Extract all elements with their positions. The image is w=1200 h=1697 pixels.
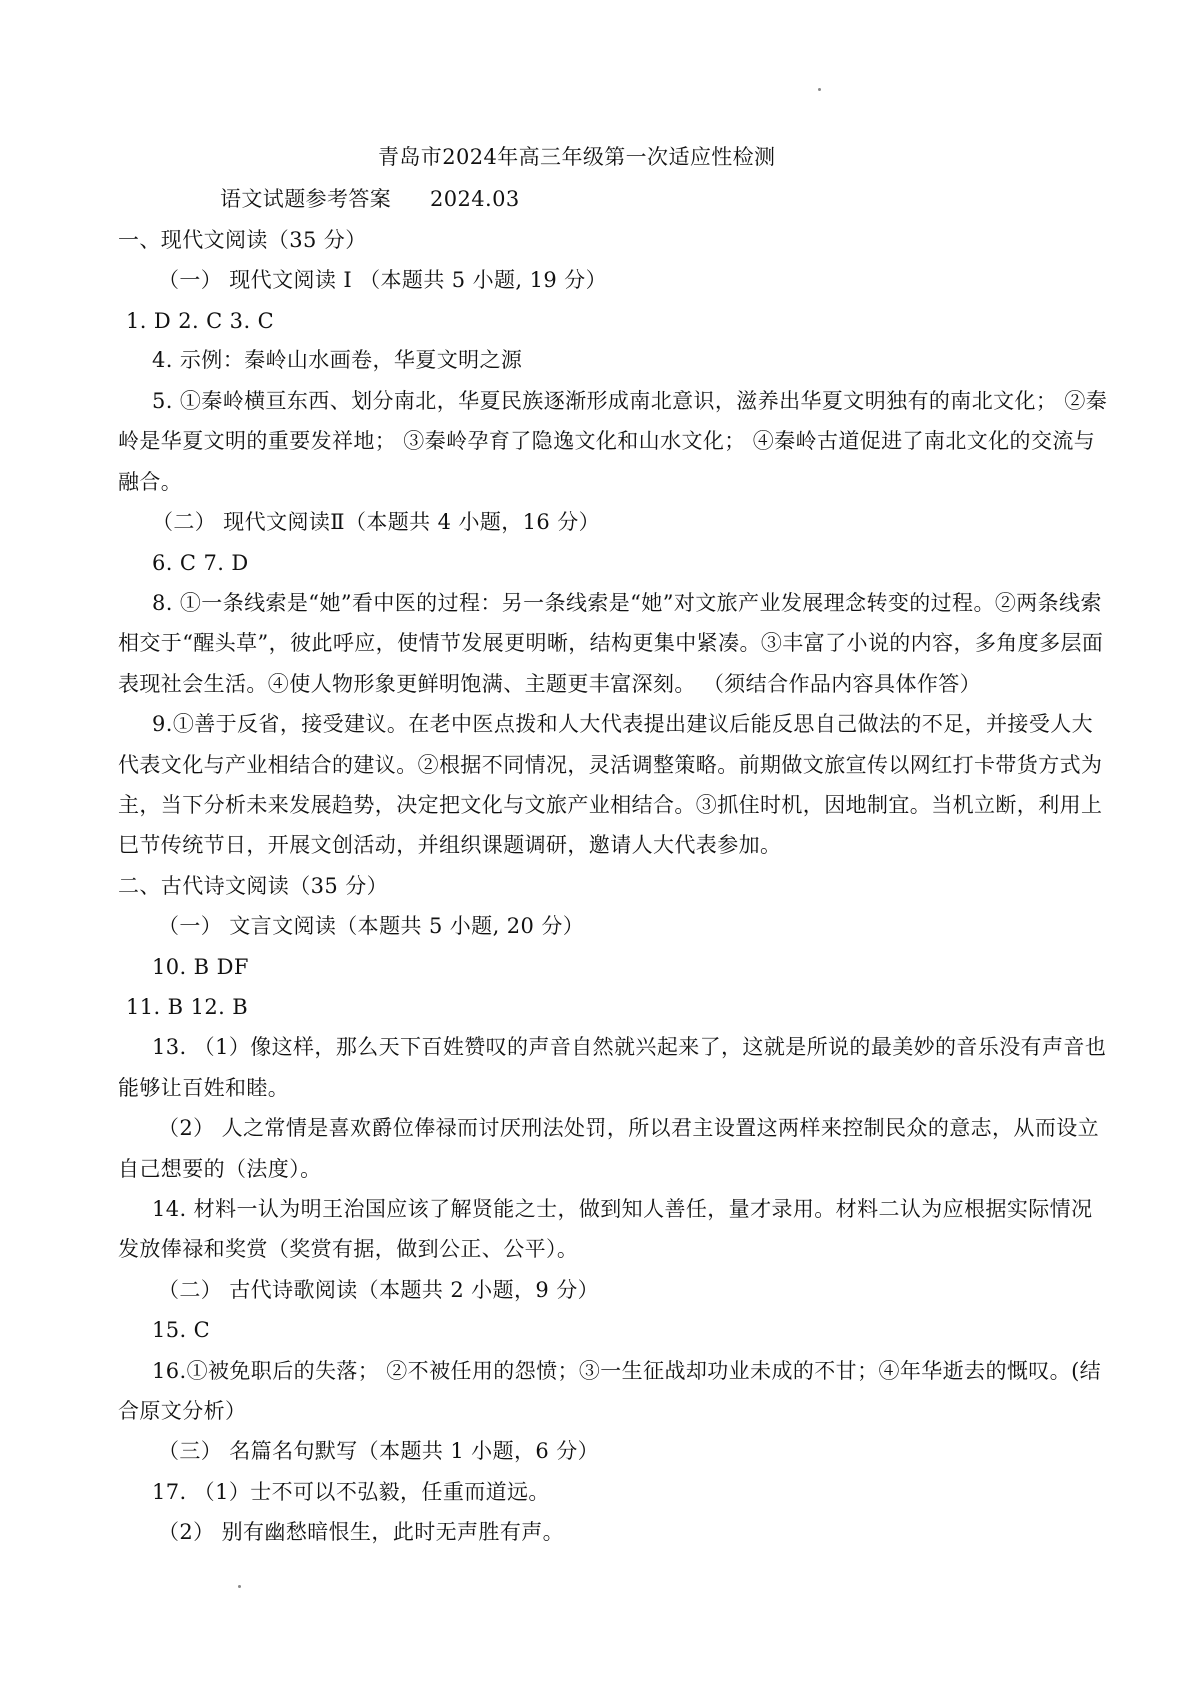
answer-line: 能够让百姓和睦。 (118, 1076, 290, 1100)
answer-line: 6. C 7. D (152, 551, 249, 575)
answer-line: 融合。 (118, 470, 183, 494)
answer-line: 13. （1）像这样，那么天下百姓赞叹的声音自然就兴起来了，这就是所说的最美妙的音乐没有声音也 (152, 1035, 1107, 1059)
subsection-heading: （一） 文言文阅读（本题共 5 小题, 20 分） (158, 914, 585, 938)
answer-line: 11. B 12. B (126, 995, 249, 1019)
answer-line: 主，当下分析未来发展趋势，决定把文化与文旅产业相结合。③抓住时机，因地制宜。当机立断，利用上 (118, 793, 1103, 817)
answer-line: 1. D 2. C 3. C (126, 309, 275, 333)
answer-line: （2） 人之常情是喜欢爵位俸禄而讨厌刑法处罚，所以君主设置这两样来控制民众的意志，从而设立 (158, 1116, 1100, 1140)
subsection-heading: （二） 古代诗歌阅读（本题共 2 小题，9 分） (158, 1278, 600, 1302)
answer-line: 相交于“醒头草”，彼此呼应，使情节发展更明晰，结构更集中紧凑。③丰富了小说的内容，多角度多层面 (118, 631, 1104, 655)
answer-line: 自己想要的（法度）。 (118, 1157, 322, 1181)
answer-line: 合原文分析） (118, 1399, 247, 1423)
section-heading: 二、古代诗文阅读（35 分） (118, 874, 388, 898)
answer-line: 发放俸禄和奖赏（奖赏有据，做到公正、公平）。 (118, 1237, 579, 1261)
answer-line: 15. C (152, 1318, 211, 1342)
document-subtitle: 语文试题参考答案 (220, 187, 392, 211)
document-title: 青岛市2024年高三年级第一次适应性检测 (378, 145, 776, 169)
section-heading: 一、现代文阅读（35 分） (118, 228, 367, 252)
answer-line: 代表文化与产业相结合的建议。②根据不同情况，灵活调整策略。前期做文旅宣传以网红打卡带货方式为 (118, 753, 1103, 777)
answer-line: 4. 示例：秦岭山水画卷，华夏文明之源 (152, 348, 523, 372)
answer-line: 表现社会生活。④使人物形象更鲜明饱满、主题更丰富深刻。 （须结合作品内容具体作答） (118, 672, 982, 696)
scan-speck (818, 88, 821, 91)
scan-speck (238, 1585, 241, 1588)
answer-line: 巳节传统节日，开展文创活动，并组织课题调研，邀请人大代表参加。 (118, 833, 782, 857)
answer-line: 10. B DF (152, 955, 249, 979)
answer-line: （2） 别有幽愁暗恨生，此时无声胜有声。 (158, 1520, 565, 1544)
answer-line: 17. （1）士不可以不弘毅，任重而道远。 (152, 1480, 550, 1504)
answer-line: 16.①被免职后的失落； ②不被任用的怨愤；③一生征战却功业未成的不甘；④年华逝去的慨叹。(结 (152, 1359, 1102, 1383)
document-date: 2024.03 (430, 187, 520, 211)
answer-line: 14. 材料一认为明王治国应该了解贤能之士，做到知人善任，量才录用。材料二认为应根据实际情况 (152, 1197, 1093, 1221)
answer-line: 5. ①秦岭横亘东西、划分南北，华夏民族逐渐形成南北意识，滋养出华夏文明独有的南北文化； ②秦 (152, 389, 1108, 413)
answer-line: 8. ①一条线索是“她”看中医的过程：另一条线索是“她”对文旅产业发展理念转变的过程。②两条线索 (152, 591, 1102, 615)
subsection-heading: （一） 现代文阅读 Ⅰ （本题共 5 小题, 19 分） (158, 268, 607, 292)
answer-line: 9.①善于反省，接受建议。在老中医点拨和人大代表提出建议后能反思自己做法的不足，并接受人大 (152, 712, 1094, 736)
subsection-heading: （二） 现代文阅读Ⅱ（本题共 4 小题，16 分） (152, 510, 601, 534)
answer-line: 岭是华夏文明的重要发祥地； ③秦岭孕育了隐逸文化和山水文化； ④秦岭古道促进了南北文化的交流与 (118, 429, 1096, 453)
subsection-heading: （三） 名篇名句默写（本题共 1 小题，6 分） (158, 1439, 600, 1463)
